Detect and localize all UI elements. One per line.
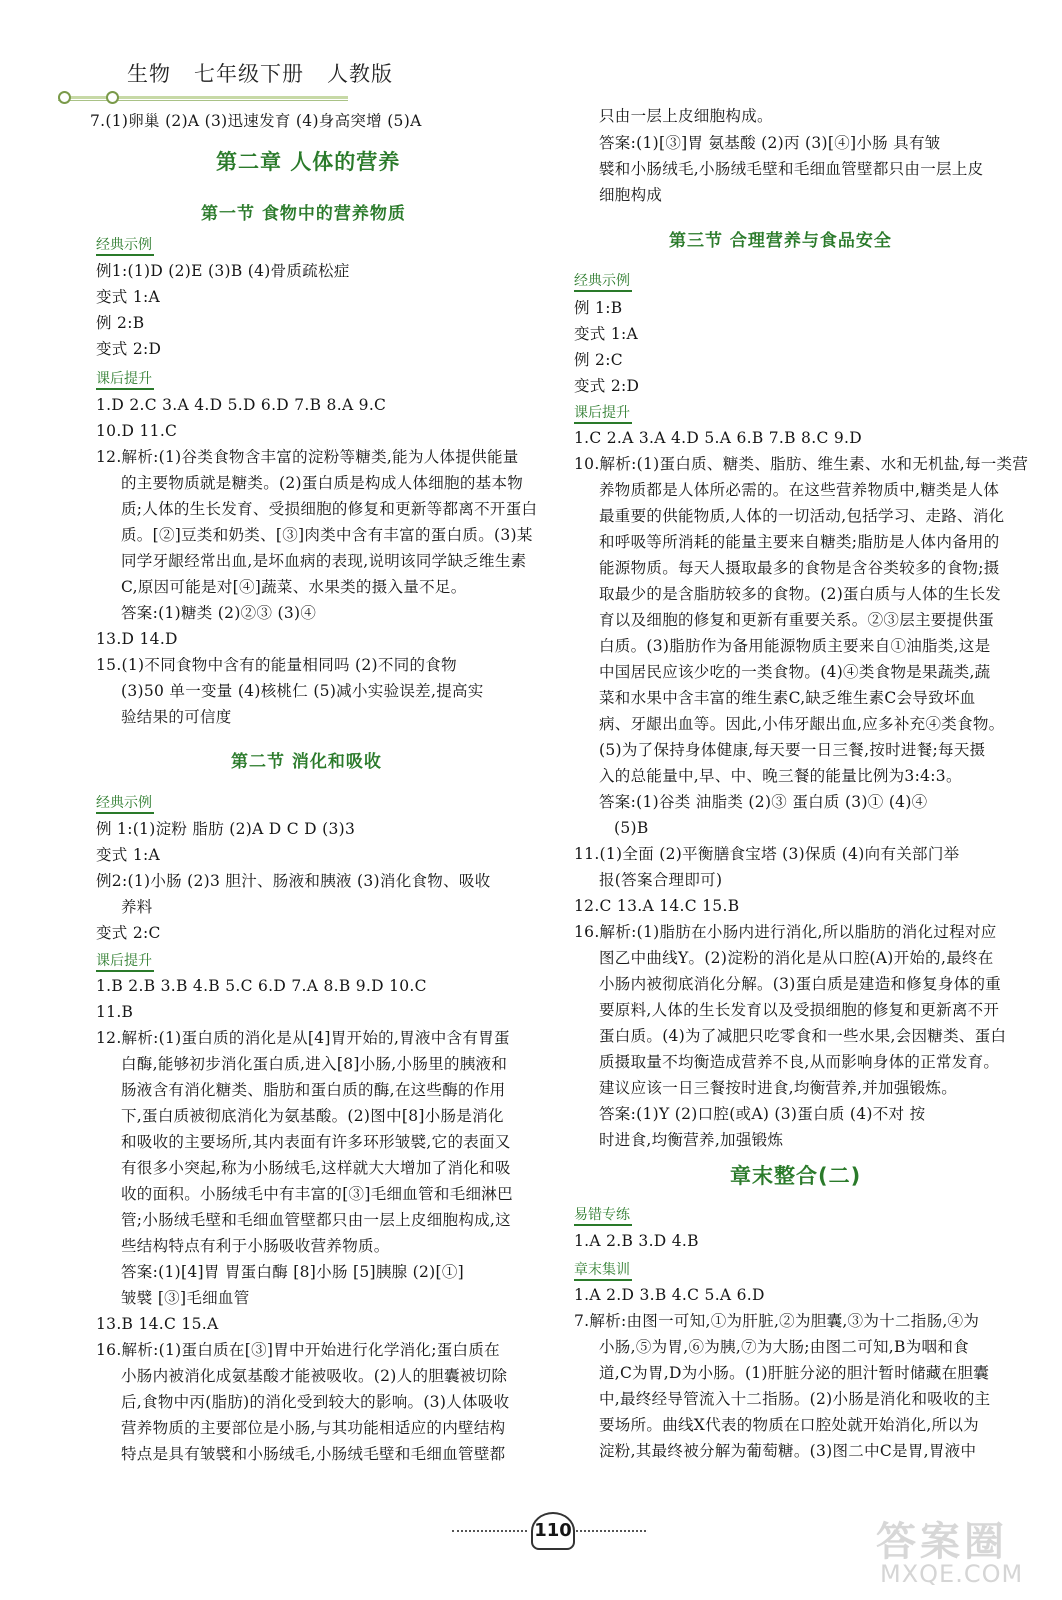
text-line: 例 1:(1)淀粉 脂肪 (2)A D C D (3)3 bbox=[96, 820, 356, 838]
text-line: 10.D 11.C bbox=[96, 422, 178, 440]
tag-classic-examples: 经典示例 bbox=[96, 236, 154, 256]
page-number: 110 bbox=[531, 1512, 575, 1550]
text-line: 12.解析:(1)谷类食物含丰富的淀粉等糖类,能为人体提供能量 bbox=[96, 448, 519, 466]
text-line: 建议应该一日三餐按时进食,均衡营养,并加强锻炼。 bbox=[599, 1079, 958, 1097]
chapter-summary-title: 章末整合(二) bbox=[730, 1164, 862, 1188]
text-line: 和呼吸等所消耗的能量主要来自糖类;脂肪是人体内备用的 bbox=[599, 533, 1000, 551]
text-line: 些结构特点有利于小肠吸收营养物质。 bbox=[121, 1237, 390, 1255]
text-line: 13.B 14.C 15.A bbox=[96, 1315, 219, 1333]
text-line: 11.(1)全面 (2)平衡膳食宝塔 (3)保质 (4)向有关部门举 bbox=[574, 845, 960, 863]
text-line: 15.(1)不同食物中含有的能量相同吗 (2)不同的食物 bbox=[96, 656, 457, 674]
answer-q7: 7.(1)卵巢 (2)A (3)迅速发育 (4)身高突增 (5)A bbox=[90, 112, 422, 130]
section-title-3: 第三节 合理营养与食品安全 bbox=[669, 231, 892, 251]
text-line: 变式 2:D bbox=[96, 340, 162, 358]
text-line: 例1:(1)D (2)E (3)B (4)骨质疏松症 bbox=[96, 262, 350, 280]
book-title: 生物 七年级下册 人教版 bbox=[127, 62, 394, 86]
text-line: 小肠,⑤为胃,⑥为胰,⑦为大肠;由图二可知,B为咽和食 bbox=[599, 1338, 969, 1356]
text-line: 变式 2:C bbox=[96, 924, 161, 942]
watermark-url: MXQE.COM bbox=[880, 1560, 1024, 1588]
text-line: 细胞构成 bbox=[599, 186, 663, 204]
answer-line: 时进食,均衡营养,加强锻炼 bbox=[599, 1131, 784, 1149]
text-line: 图乙中曲线Y。(2)淀粉的消化是从口腔(A)开始的,最终在 bbox=[599, 949, 994, 967]
text-line: 要原料,人体的生长发育以及受损细胞的修复和更新离不开 bbox=[599, 1001, 1000, 1019]
text-line: 12.解析:(1)蛋白质的消化是从[4]胃开始的,胃液中含有胃蛋 bbox=[96, 1029, 510, 1047]
text-line: 蛋白质。(4)为了减肥只吃零食和一些水果,会因糖类、蛋白 bbox=[599, 1027, 1007, 1045]
text-line: (5)为了保持身体健康,每天要一日三餐,按时进餐;每天摄 bbox=[599, 741, 986, 759]
text-line: 中,最终经导管流入十二指肠。(2)小肠是消化和吸收的主 bbox=[599, 1390, 991, 1408]
text-line: 只由一层上皮细胞构成。 bbox=[599, 107, 773, 125]
answer-line: 答案:(1)[4]胃 胃蛋白酶 [8]小肠 [5]胰腺 (2)[①] bbox=[121, 1263, 465, 1281]
text-line: 质摄取量不均衡造成营养不良,从而影响身体的正常发育。 bbox=[599, 1053, 1000, 1071]
answer-line: 皱襞 [③]毛细血管 bbox=[121, 1289, 250, 1307]
tag-error-practice: 易错专练 bbox=[574, 1206, 632, 1226]
page-header bbox=[0, 0, 1062, 110]
text-line: (3)50 单一变量 (4)核桃仁 (5)减小实验误差,提高实 bbox=[121, 682, 484, 700]
footer-dots-right bbox=[576, 1530, 646, 1532]
text-line: 有很多小突起,称为小肠绒毛,这样就大大增加了消化和吸 bbox=[121, 1159, 511, 1177]
text-line: 小肠内被消化成氨基酸才能被吸收。(2)人的胆囊被切除 bbox=[121, 1367, 508, 1385]
text-line: 16.解析:(1)蛋白质在[③]胃中开始进行化学消化;蛋白质在 bbox=[96, 1341, 500, 1359]
text-line: 12.C 13.A 14.C 15.B bbox=[574, 897, 740, 915]
text-line: 菜和水果中含丰富的维生素C,缺乏维生素C会导致坏血 bbox=[599, 689, 976, 707]
text-line: 变式 1:A bbox=[574, 325, 639, 343]
answer-line: 答案:(1)Y (2)口腔(或A) (3)蛋白质 (4)不对 按 bbox=[599, 1105, 926, 1123]
text-line: 1.A 2.D 3.B 4.C 5.A 6.D bbox=[574, 1286, 765, 1304]
text-line: 最重要的供能物质,人体的一切活动,包括学习、走路、消化 bbox=[599, 507, 1005, 525]
text-line: C,原因可能是对[④]蔬菜、水果类的摄入量不足。 bbox=[121, 578, 467, 596]
tag-after-class: 课后提升 bbox=[574, 404, 632, 424]
tag-after-class: 课后提升 bbox=[96, 952, 154, 972]
chapter-title: 第二章 人体的营养 bbox=[216, 150, 401, 174]
text-line: 白酶,能够初步消化蛋白质,进入[8]小肠,小肠里的胰液和 bbox=[121, 1055, 508, 1073]
header-dot-left bbox=[58, 91, 71, 104]
text-line: 1.B 2.B 3.B 4.B 5.C 6.D 7.A 8.B 9.D 10.C bbox=[96, 977, 427, 995]
text-line: 验结果的可信度 bbox=[121, 708, 232, 726]
answer-line: 答案:(1)[③]胃 氨基酸 (2)丙 (3)[④]小肠 具有皱 bbox=[599, 134, 941, 152]
text-line: 肠液含有消化糖类、脂肪和蛋白质的酶,在这些酶的作用 bbox=[121, 1081, 506, 1099]
text-line: 例 2:B bbox=[96, 314, 145, 332]
text-line: 病、牙龈出血等。因此,小伟牙龈出血,应多补充④类食物。 bbox=[599, 715, 1005, 733]
text-line: 道,C为胃,D为小肠。(1)肝脏分泌的胆汁暂时储藏在胆囊 bbox=[599, 1364, 989, 1382]
text-line: 后,食物中丙(脂肪)的消化受到较大的影响。(3)人体吸收 bbox=[121, 1393, 510, 1411]
answer-line: (5)B bbox=[614, 819, 649, 837]
text-line: 养物质都是人体所必需的。在这些营养物质中,糖类是人体 bbox=[599, 481, 1000, 499]
text-line: 11.B bbox=[96, 1003, 134, 1021]
text-line: 养料 bbox=[121, 898, 153, 916]
text-line: 同学牙龈经常出血,是坏血病的表现,说明该同学缺乏维生素 bbox=[121, 552, 527, 570]
text-line: 变式 2:D bbox=[574, 377, 640, 395]
text-line: 1.D 2.C 3.A 4.D 5.D 6.D 7.B 8.A 9.C bbox=[96, 396, 387, 414]
text-line: 取最少的是含脂肪较多的食物。(2)蛋白质与人体的生长发 bbox=[599, 585, 1002, 603]
text-line: 管;小肠绒毛壁和毛细血管壁都只由一层上皮细胞构成,这 bbox=[121, 1211, 511, 1229]
text-line: 16.解析:(1)脂肪在小肠内进行消化,所以脂肪的消化过程对应 bbox=[574, 923, 997, 941]
header-rule-thin bbox=[58, 100, 348, 101]
tag-classic-examples: 经典示例 bbox=[96, 794, 154, 814]
header-rule bbox=[58, 96, 348, 99]
text-line: 质。[②]豆类和奶类、[③]肉类中含有丰富的蛋白质。(3)某 bbox=[121, 526, 533, 544]
text-line: 中国居民应该少吃的一类食物。(4)④类食物是果蔬类,蔬 bbox=[599, 663, 991, 681]
text-line: 襞和小肠绒毛,小肠绒毛壁和毛细血管壁都只由一层上皮 bbox=[599, 160, 984, 178]
text-line: 10.解析:(1)蛋白质、糖类、脂肪、维生素、水和无机盐,每一类营 bbox=[574, 455, 1029, 473]
answer-line: 答案:(1)糖类 (2)②③ (3)④ bbox=[121, 604, 317, 622]
watermark-logo: 答案圈 bbox=[876, 1519, 1008, 1565]
text-line: 入的总能量中,早、中、晚三餐的能量比例为3:4:3。 bbox=[599, 767, 962, 785]
text-line: 报(答案合理即可) bbox=[599, 871, 723, 889]
text-line: 白质。(3)脂肪作为备用能源物质主要来自①油脂类,这是 bbox=[599, 637, 991, 655]
text-line: 营养物质的主要部位是小肠,与其功能相适应的内壁结构 bbox=[121, 1419, 506, 1437]
text-line: 淀粉,其最终被分解为葡萄糖。(3)图二中C是胃,胃液中 bbox=[599, 1442, 977, 1460]
text-line: 13.D 14.D bbox=[96, 630, 178, 648]
text-line: 1.C 2.A 3.A 4.D 5.A 6.B 7.B 8.C 9.D bbox=[574, 429, 862, 447]
text-line: 特点是具有皱襞和小肠绒毛,小肠绒毛壁和毛细血管壁都 bbox=[121, 1445, 506, 1463]
text-line: 例 2:C bbox=[574, 351, 623, 369]
answer-line: 答案:(1)谷类 油脂类 (2)③ 蛋白质 (3)① (4)④ bbox=[599, 793, 928, 811]
text-line: 下,蛋白质被彻底消化为氨基酸。(2)图中[8]小肠是消化 bbox=[121, 1107, 504, 1125]
text-line: 变式 1:A bbox=[96, 288, 161, 306]
text-line: 的主要物质就是糖类。(2)蛋白质是构成人体细胞的基本物 bbox=[121, 474, 524, 492]
header-dot-right bbox=[106, 91, 119, 104]
footer-dots-left bbox=[452, 1530, 527, 1532]
text-line: 育以及细胞的修复和更新有重要关系。②③层主要提供蛋 bbox=[599, 611, 995, 629]
text-line: 质;人体的生长发育、受损细胞的修复和更新等都离不开蛋白 bbox=[121, 500, 538, 518]
text-line: 收的面积。小肠绒毛中有丰富的[③]毛细血管和毛细淋巴 bbox=[121, 1185, 513, 1203]
text-line: 例 1:B bbox=[574, 299, 623, 317]
text-line: 7.解析:由图一可知,①为肝脏,②为胆囊,③为十二指肠,④为 bbox=[574, 1312, 980, 1330]
text-line: 例2:(1)小肠 (2)3 胆汁、肠液和胰液 (3)消化食物、吸收 bbox=[96, 872, 491, 890]
text-line: 小肠内被彻底消化分解。(3)蛋白质是建造和修复身体的重 bbox=[599, 975, 1002, 993]
tag-after-class: 课后提升 bbox=[96, 370, 154, 390]
text-line: 1.A 2.B 3.D 4.B bbox=[574, 1232, 699, 1250]
text-line: 能源物质。每天人摄取最多的食物是含谷类较多的食物;摄 bbox=[599, 559, 1000, 577]
text-line: 和吸收的主要场所,其内表面有许多环形皱襞,它的表面又 bbox=[121, 1133, 511, 1151]
text-line: 要场所。曲线X代表的物质在口腔处就开始消化,所以为 bbox=[599, 1416, 979, 1434]
text-line: 变式 1:A bbox=[96, 846, 161, 864]
section-title-2: 第二节 消化和吸收 bbox=[231, 752, 382, 772]
tag-chapter-training: 章末集训 bbox=[574, 1261, 632, 1281]
tag-classic-examples: 经典示例 bbox=[574, 272, 632, 292]
section-title-1: 第一节 食物中的营养物质 bbox=[201, 204, 406, 224]
